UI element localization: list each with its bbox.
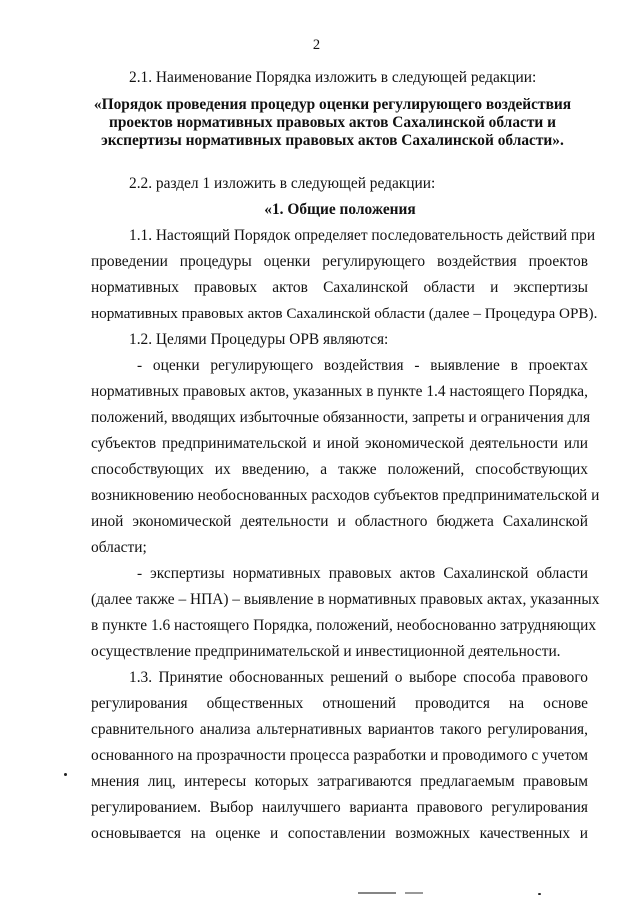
paragraph-line: (далее также – НПА) – выявление в нормативных правовых актах, указанных [91,591,600,608]
paragraph-line: возникновению необоснованных расходов субъектов предпринимательской и [91,487,600,504]
scan-speck [538,893,541,895]
paragraph-line: проведении процедуры оценки регулирующего воздействия проектов [91,253,588,270]
paragraph-line: положений, вводящих избыточные обязанности, запреты и ограничения для [91,409,591,426]
paragraph-line: 2.1. Наименование Порядка изложить в следующей редакции: [129,69,537,86]
page-number: 2 [312,37,321,53]
paragraph-line: 1.1. Настоящий Порядок определяет последовательность действий при [129,227,596,244]
list-item-line: - экспертизы нормативных правовых актов Сахалинской области [137,565,588,582]
paragraph-line: мнения лиц, интересы которых затрагиваются предлагаемым правовым [91,773,588,790]
heading-line: экспертизы нормативных правовых актов Сахалинской области». [101,132,564,149]
scan-artifact [405,892,423,894]
section-heading: «1. Общие положения [264,201,416,218]
paragraph-line: иной экономической деятельности и областного бюджета Сахалинской [91,513,588,530]
paragraph-line: основывается на оценке и сопоставлении возможных качественных и [91,825,588,842]
paragraph-line: области; [91,539,147,556]
scan-speck [64,773,67,776]
scan-artifact [358,892,396,894]
heading-line: «Порядок проведения процедур оценки регулирующего воздействия [93,96,572,113]
paragraph-line: регулирования общественных отношений проводится на основе [91,695,588,712]
paragraph-line: осуществление предпринимательской и инвестиционной деятельности. [91,643,561,660]
paragraph-line: нормативных правовых актов, указанных в пункте 1.4 настоящего Порядка, [91,383,588,400]
paragraph-line: субъектов предпринимательской и иной экономической деятельности или [91,435,588,452]
paragraph-line: основанного на прозрачности процесса разработки и проводимого с учетом [91,747,588,764]
paragraph-line: регулированием. Выбор наилучшего варианта правового регулирования [91,799,588,816]
paragraph-line: нормативных правовых актов Сахалинской области и экспертизы [91,279,588,296]
paragraph-line: 2.2. раздел 1 изложить в следующей редакции: [129,175,436,192]
paragraph-line: в пункте 1.6 настоящего Порядка, положений, необоснованно затрудняющих [91,617,597,634]
paragraph-line: способствующих их введению, а также положений, способствующих [91,461,588,478]
heading-line: проектов нормативных правовых актов Сахалинской области и [108,114,556,131]
paragraph-line: нормативных правовых актов Сахалинской области (далее – Процедура ОРВ). [91,305,598,322]
paragraph-line: 1.2. Целями Процедуры ОРВ являются: [129,331,389,348]
list-item-line: - оценки регулирующего воздействия - выявление в проектах [137,357,588,374]
paragraph-line: 1.3. Принятие обоснованных решений о выборе способа правового [129,669,588,686]
paragraph-line: сравнительного анализа альтернативных вариантов такого регулирования, [91,721,588,738]
